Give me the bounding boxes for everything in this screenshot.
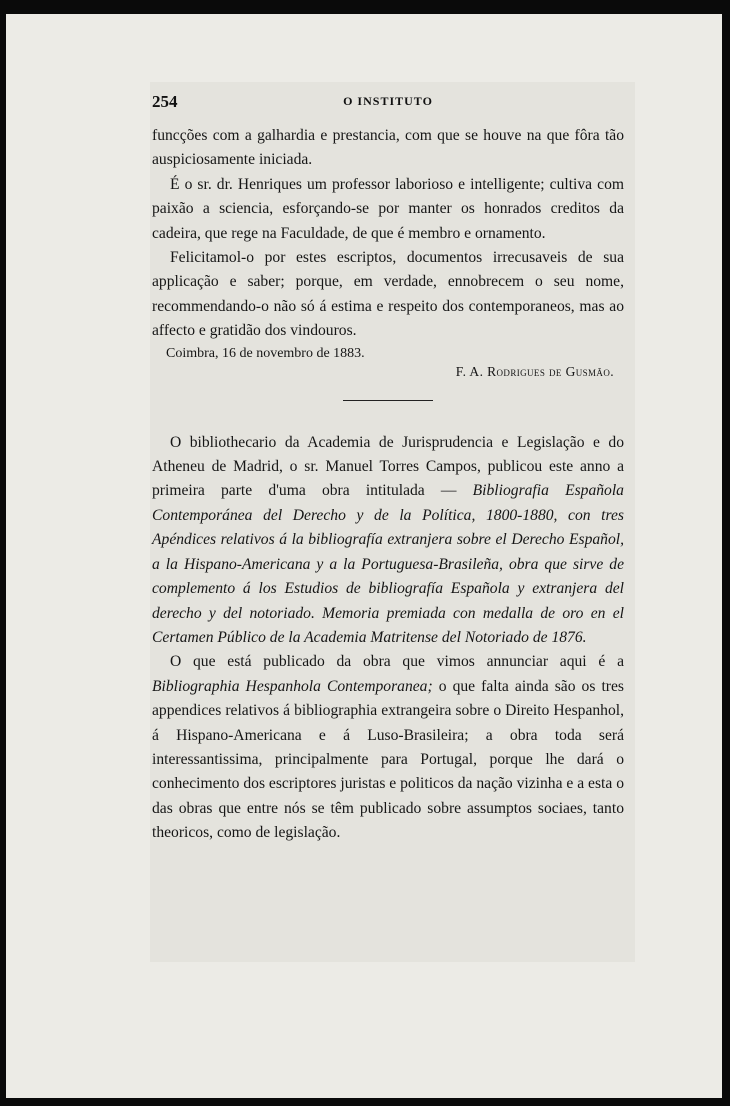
book-title-spanish: Bibliografia Española Contemporánea del Derecho y de la Política, 1800-1880, con tres Apéndices relativos á la bibliografía extranjera sobre el Derecho Español, a la Hispano-Americana y a la Portuguesa-Brasileña, obra que sirve de complemento á los Estudios de bibliografía Española y extranjera del derecho y del notoriado. Memoria premiada con medalla de oro en el Certamen Público de la Academia Matritense del Notoriado de 1876. [152,482,624,646]
paragraph-3: Felicitamol-o por estes escriptos, documentos irrecusaveis de sua applicação e saber; porque, em verdade, ennobrecem o seu nome, recommendando-o não só á estima e respeito dos contemporaneos, mas ao affecto e gratidão dos vindouros. [152,249,624,340]
page-number: 254 [152,92,178,111]
paragraph-5-part-a: O que está publicado da obra que vimos annunciar aqui é a [170,653,624,671]
paragraph-5-part-b: o que falta ainda são os tres appendices relativos á bibliographia extrangeira sobre o Direito Hespanhol, á Hispano-Americana e á Luso-Brasileira; a obra toda será interessantissima, principalmente para Portugal, porque lhe dará o conhecimento dos escriptores juristas e politicos da nação vizinha e a esta o das obras que entre nós se têm publicado sobre assumptos sociaes, tanto theoricos, como de legislação. [152,677,624,842]
book-title-portuguese: Bibliographia Hespanhola Contemporanea; [152,677,433,695]
paragraph-2: É o sr. dr. Henriques um professor laborioso e intelligente; cultiva com paixão a sciencia, esforçando-se por manter os honrados creditos da cadeira, que rege na Faculdade, de que é membro e ornamento. [152,175,624,242]
paragraph-5 [152,650,624,845]
running-title: O INSTITUTO [343,94,433,108]
section-divider [343,400,433,401]
place-date: Coimbra, 16 de novembro de 1883. [166,345,365,361]
page-header [152,92,624,112]
paragraph-4 [152,431,624,651]
second-section [152,431,624,846]
signature: F. A. Rodrigues de Gusmão. [455,363,614,379]
paragraph-1: funcções com a galhardia e prestancia, com que se houve na que fôra tão auspiciosamente iniciada. [152,127,624,169]
page-body [152,124,624,846]
paragraph-4-intro: O bibliothecario da Academia de Jurisprudencia e Legislação e do Atheneu de Madrid, o sr. Manuel Torres Campos, publicou este anno a primeira parte d'uma obra intitulada — [152,433,624,500]
